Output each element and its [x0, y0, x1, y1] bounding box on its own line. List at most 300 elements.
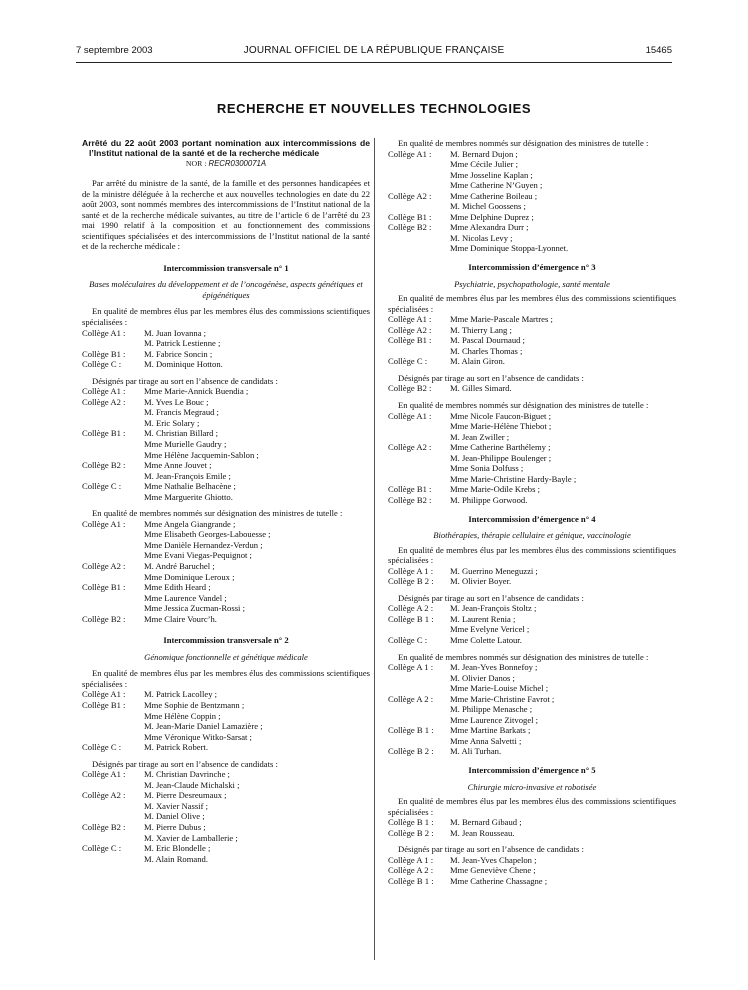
member-row [388, 233, 676, 244]
member-row [388, 635, 676, 646]
college-label: Collège B1 : [82, 582, 126, 593]
college-spacer [82, 854, 144, 865]
college-label: Collège B 2 : [388, 576, 434, 587]
college-label: Collège B 1 : [388, 875, 434, 886]
member-row [388, 828, 676, 839]
college-spacer [388, 233, 450, 244]
college-label: Collège A1 : [82, 327, 126, 338]
member-row [82, 481, 370, 492]
member-name: M. Jean Rousseau. [450, 827, 515, 838]
nor-code: RECR0300071A [208, 159, 267, 169]
member-row [82, 582, 370, 593]
member-row [82, 529, 370, 540]
member-name: M. Olivier Danos ; [450, 672, 515, 683]
college-label: Collège C : [82, 481, 122, 492]
tutelle-intro: En qualité de membres nommés sur désignation des ministres de tutelle : [92, 508, 343, 519]
member-name: Mme Anna Salvetti ; [450, 735, 522, 746]
college-label: Collège A2 : [388, 190, 432, 201]
college-label: Collège B2 : [388, 383, 432, 394]
member-name: M. Pierre Desreumaux ; [144, 790, 227, 801]
member-row [388, 694, 676, 705]
tutelle-intro: En qualité de membres nommés sur désignation des ministres de tutelle : [398, 651, 649, 662]
member-row [388, 453, 676, 464]
member-name: Mme Anne Jouvet ; [144, 460, 212, 471]
college-label: Collège A1 : [82, 689, 126, 700]
member-name: Mme Nicole Faucon-Biguet ; [450, 410, 551, 421]
college-spacer [388, 346, 450, 357]
college-label: Collège A1 : [388, 148, 432, 159]
page-number: 15465 [645, 45, 672, 56]
member-name: Mme Elisabeth Georges-Labouesse ; [144, 529, 271, 540]
college-spacer [82, 572, 144, 583]
elus-intro: En qualité de membres élus par les membres élus des commissions scientifiques spécialisées : [388, 796, 676, 817]
college-spacer [82, 529, 144, 540]
member-row [388, 603, 676, 614]
member-name: M. Jean-Marie Daniel Lamazière ; [144, 721, 263, 732]
tirage-intro: Désignés par tirage au sort en l’absence de candidats : [92, 375, 278, 386]
college-spacer [388, 715, 450, 726]
section-heading: Intercommission d’émergence n° 4 [468, 513, 596, 524]
member-name: M. Patrick Robert. [144, 742, 208, 753]
member-row [82, 833, 370, 844]
member-name: M. Jean-Philippe Boulenger ; [450, 452, 552, 463]
member-row [388, 624, 676, 635]
section-heading: Intercommission d’émergence n° 5 [468, 764, 596, 775]
member-name: Mme Josseline Kaplan ; [450, 169, 533, 180]
member-row [388, 474, 676, 485]
member-name: M. Ali Turhan. [450, 746, 502, 757]
college-label: Collège B 1 : [388, 817, 434, 828]
college-label: Collège A1 : [82, 518, 126, 529]
college-spacer [82, 418, 144, 429]
member-row [388, 715, 676, 726]
member-name: M. Jean-Yves Bonnefoy ; [450, 662, 538, 673]
member-name: Mme Angela Giangrande ; [144, 518, 236, 529]
member-name: Mme Laurence Zitvogel ; [450, 714, 539, 725]
member-name: Mme Marie-Louise Michel ; [450, 683, 549, 694]
member-name: Mme Dominique Leroux ; [144, 571, 235, 582]
member-name: Mme Edith Heard ; [144, 582, 211, 593]
member-name: M. Bernard Dujon ; [450, 148, 518, 159]
member-list [82, 689, 370, 752]
college-label: Collège A2 : [82, 396, 126, 407]
tirage-intro: Désignés par tirage au sort en l’absence de candidats : [398, 592, 584, 603]
right-column [388, 138, 676, 886]
member-list [388, 566, 676, 587]
member-name: M. Xavier de Lamballerie ; [144, 832, 238, 843]
member-row [82, 732, 370, 743]
member-list [82, 328, 370, 370]
arrete-title: Arrêté du 22 août 2003 portant nomination aux intercommissions de l’Institut national de la santé et de la recherche médicale [82, 138, 370, 159]
member-row [388, 725, 676, 736]
tutelle-intro: En qualité de membres nommés sur désignation des ministres de tutelle : [398, 138, 649, 148]
member-name: Mme Marie-Christine Favrot ; [450, 693, 555, 704]
member-name: M. Pierre Dubus ; [144, 822, 206, 833]
section-subtitle: Biothérapies, thérapie cellulaire et génique, vaccinologie [433, 530, 631, 541]
college-label: Collège A1 : [388, 314, 432, 325]
member-row [82, 407, 370, 418]
member-row [388, 566, 676, 577]
elus-intro: En qualité de membres élus par les membres élus des commissions scientifiques spécialisées : [388, 293, 676, 314]
college-label: Collège B2 : [82, 460, 126, 471]
college-spacer [82, 439, 144, 450]
member-name: M. Patrick Lacolley ; [144, 689, 218, 700]
college-spacer [82, 833, 144, 844]
tirage-intro: Désignés par tirage au sort en l’absence de candidats : [398, 372, 584, 383]
member-row [82, 492, 370, 503]
member-row [82, 386, 370, 397]
college-spacer [82, 550, 144, 561]
member-name: M. Jean-Claude Michalski ; [144, 779, 240, 790]
member-list [388, 411, 676, 506]
member-list [82, 386, 370, 502]
member-list [388, 855, 676, 887]
member-name: Mme Martine Barkats ; [450, 725, 531, 736]
member-list [82, 519, 370, 624]
member-name: Mme Danièle Hernandez-Verdun ; [144, 539, 263, 550]
college-label: Collège B1 : [388, 484, 432, 495]
member-row [82, 397, 370, 408]
member-list [388, 383, 676, 394]
member-row [388, 484, 676, 495]
member-row [388, 180, 676, 191]
member-row [82, 460, 370, 471]
college-label: Collège B2 : [388, 494, 432, 505]
member-name: M. Nicolas Levy ; [450, 232, 513, 243]
member-row [82, 593, 370, 604]
college-label: Collège B1 : [388, 335, 432, 346]
college-spacer [388, 170, 450, 181]
member-row [82, 519, 370, 530]
member-row [82, 854, 370, 865]
member-row [388, 704, 676, 715]
member-row [82, 418, 370, 429]
member-name: Mme Delphine Duprez ; [450, 211, 534, 222]
member-row [82, 550, 370, 561]
member-row [82, 790, 370, 801]
college-spacer [82, 450, 144, 461]
college-label: Collège A2 : [388, 324, 432, 335]
member-row [82, 428, 370, 439]
college-spacer [388, 201, 450, 212]
arrete-intro: Par arrêté du ministre de la santé, de la famille et des personnes handicapées et de la ministre déléguée à la recherche et aux nouvelles technologies en date du 22 août 2003, sont nommés membres des intercommissions de l’Institut national de la santé et de la recherche médicale suivantes, au titre de l’article 6 de l’arrêté du 23 mai 1990 relatif à la composition et au fonctionnement des commissions scientifiques spécialisées et des intercommissions de l’Institut national de la santé et de la recherche médicale : [82, 177, 370, 252]
member-name: Mme Véronique Witko-Sarsat ; [144, 731, 252, 742]
member-name: M. Jean-François Stoltz ; [450, 603, 537, 614]
member-row [388, 325, 676, 336]
member-list [388, 817, 676, 838]
member-name: M. Dominique Hotton. [144, 359, 223, 370]
member-row [388, 149, 676, 160]
elus-intro: En qualité de membres élus par les membres élus des commissions scientifiques spécialisées : [82, 668, 370, 689]
member-row [388, 736, 676, 747]
member-row [388, 683, 676, 694]
member-name: M. Pascal Dournaud ; [450, 335, 525, 346]
member-name: Mme Sophie de Bentzmann ; [144, 700, 245, 711]
member-list [388, 603, 676, 645]
member-row [388, 243, 676, 254]
member-name: M. Thierry Lang ; [450, 324, 512, 335]
section-title: RECHERCHE ET NOUVELLES TECHNOLOGIES [216, 101, 532, 116]
member-row [82, 843, 370, 854]
member-name: M. Guerrino Meneguzzi ; [450, 565, 538, 576]
member-name: M. Daniel Olive ; [144, 811, 205, 822]
section-subtitle: Psychiatrie, psychopathologie, santé mentale [454, 278, 610, 289]
member-row [388, 335, 676, 346]
member-row [82, 450, 370, 461]
member-name: M. Xavier Nassif ; [144, 800, 208, 811]
section-subtitle: Bases moléculaires du développement et de l’oncogénèse, aspects génétiques et épigénétiques [89, 279, 363, 300]
tutelle-intro: En qualité de membres nommés sur désignation des ministres de tutelle : [398, 400, 649, 411]
member-row [82, 822, 370, 833]
member-name: Mme Sonia Dolfuss ; [450, 463, 524, 474]
member-row [82, 572, 370, 583]
college-spacer [82, 593, 144, 604]
college-spacer [388, 673, 450, 684]
member-row [388, 673, 676, 684]
college-label: Collège B 1 : [388, 725, 434, 736]
member-name: M. Yves Le Bouc ; [144, 396, 209, 407]
college-spacer [82, 492, 144, 503]
member-name: Mme Murielle Gaudry ; [144, 438, 227, 449]
college-label: Collège A 2 : [388, 693, 434, 704]
member-name: Mme Marie-Pascale Martres ; [450, 314, 553, 325]
college-label: Collège B1 : [82, 348, 126, 359]
member-name: M. Gilles Simard. [450, 383, 512, 394]
member-row [388, 212, 676, 223]
member-name: M. Alain Giron. [450, 356, 505, 367]
member-name: M. Philippe Menasche ; [450, 704, 533, 715]
member-row [82, 561, 370, 572]
college-label: Collège A 1 : [388, 565, 434, 576]
member-list [82, 769, 370, 864]
member-name: Mme Evelyne Vericel ; [450, 624, 530, 635]
member-name: Mme Cécile Julier ; [450, 159, 519, 170]
member-row [388, 817, 676, 828]
tirage-intro: Désignés par tirage au sort en l’absence de candidats : [398, 844, 584, 855]
college-spacer [388, 243, 450, 254]
member-name: M. Juan Iovanna ; [144, 327, 207, 338]
member-row [388, 432, 676, 443]
college-label: Collège B1 : [82, 700, 126, 711]
member-name: M. Francis Megraud ; [144, 407, 219, 418]
member-row [82, 471, 370, 482]
elus-intro: En qualité de membres élus par les membres élus des commissions scientifiques spécialisées : [388, 544, 676, 566]
journal-title: JOURNAL OFFICIEL DE LA RÉPUBLIQUE FRANÇAISE [243, 45, 505, 56]
member-name: M. Philippe Gorwood. [450, 494, 528, 505]
college-spacer [388, 683, 450, 694]
member-name: Mme Evani Viegas-Pequignot ; [144, 550, 252, 561]
issue-date: 7 septembre 2003 [76, 45, 153, 56]
member-name: M. Eric Solary ; [144, 417, 200, 428]
member-name: Mme Catherine Boileau ; [450, 190, 538, 201]
member-name: Mme Marie-Odile Krebs ; [450, 484, 540, 495]
member-row [388, 855, 676, 866]
member-row [82, 769, 370, 780]
college-label: Collège A 2 : [388, 603, 434, 614]
member-name: M. Christian Billard ; [144, 428, 218, 439]
member-row [388, 191, 676, 202]
member-name: M. André Baruchel ; [144, 561, 215, 571]
nor-label: NOR : [185, 159, 207, 169]
member-row [388, 159, 676, 170]
member-row [388, 662, 676, 673]
college-label: Collège A1 : [82, 769, 126, 780]
member-name: Mme Colette Latour. [450, 634, 522, 645]
member-name: M. Charles Thomas ; [450, 345, 523, 356]
member-name: M. Olivier Boyer. [450, 576, 512, 587]
member-name: Mme Nathalie Belhacène ; [144, 481, 236, 492]
member-row [388, 576, 676, 587]
member-row [388, 314, 676, 325]
member-name: Mme Alexandra Durr ; [450, 222, 529, 233]
college-label: Collège B1 : [82, 428, 126, 439]
college-label: Collège A 2 : [388, 865, 434, 876]
nor-reference [82, 159, 370, 170]
member-row [388, 346, 676, 357]
member-row [388, 463, 676, 474]
member-name: Mme Marie-Christine Hardy-Bayle ; [450, 473, 577, 484]
college-label: Collège B 2 : [388, 827, 434, 838]
member-row [388, 222, 676, 233]
college-spacer [82, 540, 144, 551]
member-row [388, 201, 676, 212]
member-row [82, 780, 370, 791]
college-spacer [388, 736, 450, 747]
college-label: Collège A2 : [82, 561, 126, 571]
member-row [82, 689, 370, 700]
college-label: Collège B 2 : [388, 746, 434, 757]
member-list [388, 662, 676, 757]
member-row [82, 439, 370, 450]
college-spacer [82, 471, 144, 482]
college-spacer [82, 801, 144, 812]
member-row [82, 328, 370, 339]
college-spacer [388, 159, 450, 170]
college-label: Collège C : [82, 359, 122, 370]
section-heading: Intercommission d’émergence n° 3 [468, 262, 596, 273]
member-row [82, 603, 370, 614]
member-name: M. Jean Zwiller ; [450, 431, 510, 442]
college-spacer [82, 338, 144, 349]
college-label: Collège B2 : [82, 613, 126, 624]
member-name: M. Alain Romand. [144, 853, 208, 864]
member-row [388, 411, 676, 422]
member-name: M. Jean-François Emile ; [144, 470, 231, 481]
elus-intro: En qualité de membres élus par les membres élus des commissions scientifiques spécialisées : [82, 306, 370, 327]
member-name: Mme Catherine N’Guyen ; [450, 180, 543, 191]
college-spacer [82, 732, 144, 743]
college-spacer [82, 603, 144, 614]
college-spacer [388, 432, 450, 443]
member-name: M. Bernard Gibaud ; [450, 817, 522, 828]
member-name: Mme Claire Vourc’h. [144, 613, 217, 624]
section-subtitle: Chirurgie micro-invasive et robotisée [467, 781, 597, 792]
member-name: Mme Jessica Zucman-Rossi ; [144, 603, 245, 614]
member-name: Mme Catherine Barthélemy ; [450, 442, 551, 453]
member-row [82, 614, 370, 625]
college-label: Collège C : [388, 356, 428, 367]
member-row [82, 338, 370, 349]
member-row [388, 876, 676, 887]
member-row [82, 359, 370, 370]
member-row [82, 811, 370, 822]
college-spacer [388, 474, 450, 485]
college-label: Collège B2 : [82, 822, 126, 833]
member-name: Mme Hélène Jacquemin-Sablon ; [144, 449, 259, 460]
member-list [388, 314, 676, 367]
section-subtitle: Génomique fonctionnelle et génétique médicale [144, 651, 308, 662]
college-spacer [388, 624, 450, 635]
member-row [388, 421, 676, 432]
college-spacer [82, 811, 144, 822]
member-row [82, 349, 370, 360]
member-list [388, 149, 676, 254]
member-name: M. Patrick Lestienne ; [144, 338, 221, 349]
member-row [388, 746, 676, 757]
college-spacer [388, 421, 450, 432]
member-row [388, 495, 676, 506]
member-row [82, 801, 370, 812]
college-spacer [388, 704, 450, 715]
college-spacer [388, 180, 450, 191]
member-row [388, 442, 676, 453]
member-name: Mme Catherine Chassagne ; [450, 875, 548, 886]
member-name: M. Eric Blondelle ; [144, 843, 211, 854]
college-label: Collège B1 : [388, 211, 432, 222]
member-name: Mme Marguerite Ghiotto. [144, 491, 233, 502]
college-label: Collège C : [388, 634, 428, 645]
left-column [82, 138, 370, 864]
college-label: Collège C : [82, 742, 122, 753]
college-spacer [82, 780, 144, 791]
member-name: Mme Dominique Stoppa-Lyonnet. [450, 243, 569, 254]
college-label: Collège B2 : [388, 222, 432, 233]
member-row [82, 721, 370, 732]
member-row [388, 356, 676, 367]
college-label: Collège A1 : [82, 386, 126, 397]
member-name: M. Christian Davrinche ; [144, 769, 230, 780]
member-name: Mme Hélène Coppin ; [144, 710, 221, 721]
section-heading: Intercommission transversale n° 2 [163, 635, 289, 646]
college-label: Collège A 1 : [388, 854, 434, 865]
college-label: Collège A2 : [82, 790, 126, 801]
column-divider [374, 138, 375, 960]
member-name: M. Laurent Renia ; [450, 613, 516, 624]
section-heading: Intercommission transversale n° 1 [163, 262, 289, 273]
member-row [388, 383, 676, 394]
member-row [388, 170, 676, 181]
college-spacer [388, 463, 450, 474]
college-label: Collège A1 : [388, 410, 432, 421]
college-label: Collège A 1 : [388, 662, 434, 673]
member-row [82, 540, 370, 551]
header-rule [76, 62, 672, 63]
member-row [388, 865, 676, 876]
member-row [82, 700, 370, 711]
member-name: M. Jean-Yves Chapelon ; [450, 854, 537, 865]
college-label: Collège C : [82, 843, 122, 854]
member-row [82, 742, 370, 753]
member-name: Mme Geneviève Chene ; [450, 865, 536, 876]
member-name: M. Fabrice Soncin ; [144, 348, 213, 359]
college-spacer [82, 407, 144, 418]
member-row [82, 711, 370, 722]
member-row [388, 614, 676, 625]
college-spacer [82, 711, 144, 722]
member-name: Mme Marie-Hélène Thiebot ; [450, 421, 552, 432]
college-label: Collège B 1 : [388, 613, 434, 624]
member-name: M. Michel Goossens ; [450, 201, 526, 212]
